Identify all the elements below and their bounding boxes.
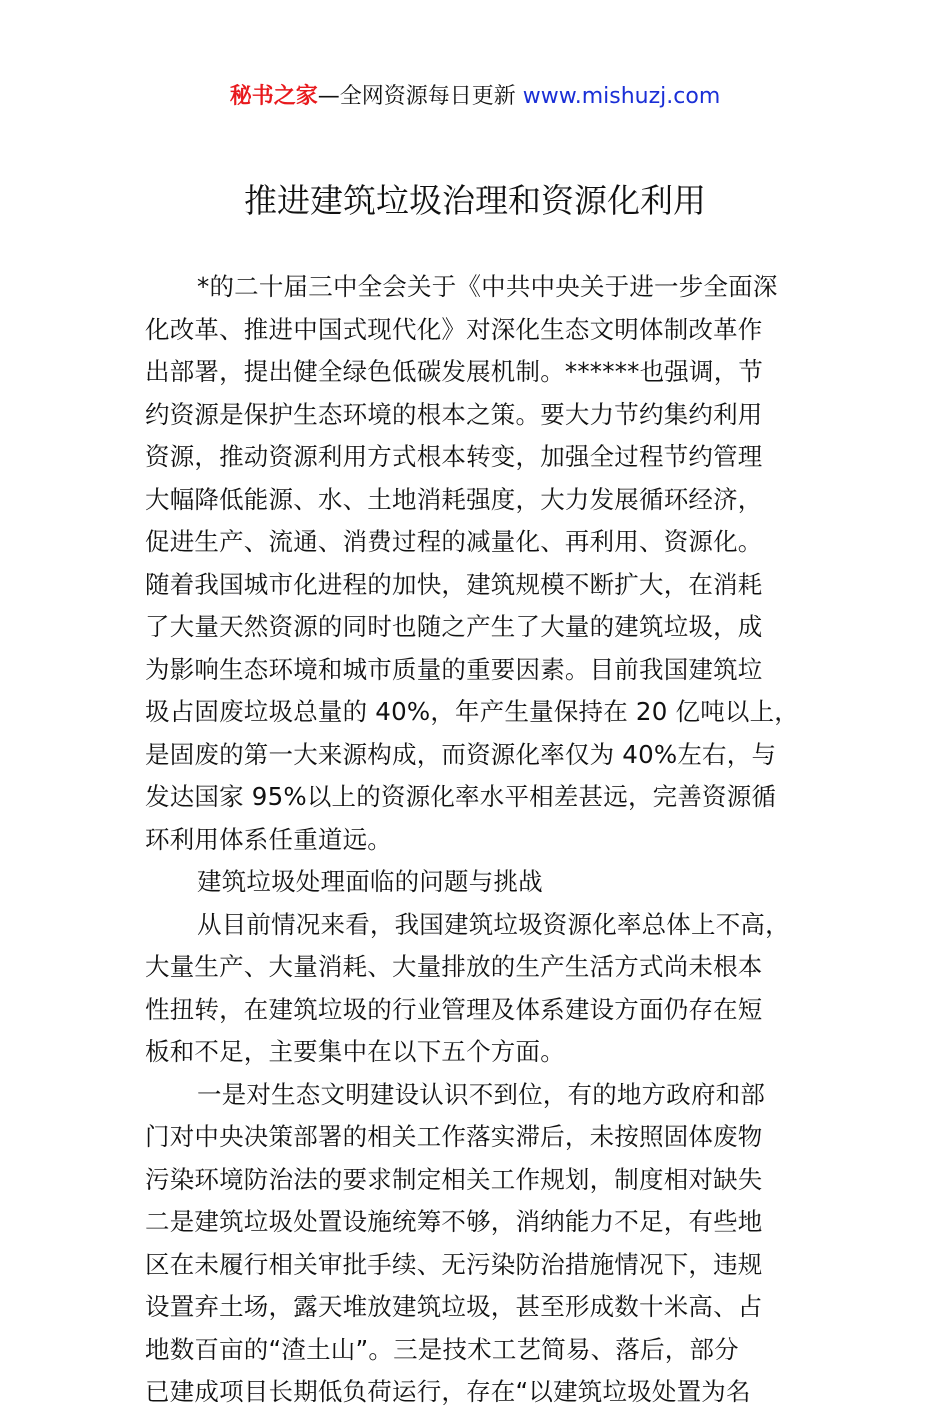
body-line: *的二十届三中全会关于《中共中央关于进一步全面深 [197,272,778,301]
body-line: 一是对生态文明建设认识不到位，有的地方政府和部 [197,1079,766,1109]
body-line: 了大量天然资源的同时也随之产生了大量的建筑垃圾，成 [145,612,763,641]
body-line: 区在未履行相关审批手续、无污染防治措施情况下，违规 [145,1249,763,1279]
body-line: 已建成项目长期低负荷运行，存在“以建筑垃圾处置为名 [145,1377,751,1406]
body-line: 资源，推动资源利用方式根本转变，加强全过程节约管理 [145,442,763,471]
body-line: 圾占固废垃圾总量的 40%，年产生量保持在 20 亿吨以上， [145,697,799,726]
body-line: 化改革、推进中国式现代化》对深化生态文明体制改革作 [145,314,763,344]
body-line: 大幅降低能源、水、土地消耗强度，大力发展循环经济， [145,484,763,514]
body-line: 是固废的第一大来源构成，而资源化率仅为 40%左右，与 [145,739,777,769]
body-line: 大量生产、大量消耗、大量排放的生产生活方式尚未根本 [145,952,763,981]
body-line: 设置弃土场，露天堆放建筑垃圾，甚至形成数十米高、占 [145,1292,763,1321]
site-brand: 秘书之家 [229,84,318,109]
body-line: 环利用体系任重道远。 [145,824,392,854]
document-title: 推进建筑垃圾治理和资源化利用 [244,181,706,220]
body-line: 性扭转，在建筑垃圾的行业管理及体系建设方面仍存在短 [145,994,763,1024]
site-url-link[interactable]: www.mishuzj.com [522,84,721,109]
body-line: 为影响生态环境和城市质量的重要因素。目前我国建筑垃 [145,654,763,684]
body-line: 约资源是保护生态环境的根本之策。要大力节约集约利用 [145,399,763,429]
body-line: 门对中央决策部署的相关工作落实滞后，未按照固体废物 [145,1122,763,1151]
body-line: 发达国家 95%以上的资源化率水平相差甚远，完善资源循 [145,782,777,811]
body-line: 促进生产、流通、消费过程的减量化、再利用、资源化。 [145,527,763,556]
body-line: 二是建筑垃圾处置设施统筹不够，消纳能力不足，有些地 [145,1207,763,1236]
body-line: 板和不足，主要集中在以下五个方面。 [145,1037,565,1066]
site-header [0,80,950,114]
body-line: 污染环境防治法的要求制定相关工作规划，制度相对缺失 [145,1164,763,1194]
section-heading: 建筑垃圾处理面临的问题与挑战 [197,867,543,896]
body-line: 出部署，提出健全绿色低碳发展机制。******也强调，节 [145,357,764,386]
site-tagline: —全网资源每日更新 [317,84,516,109]
body-line: 地数百亩的“渣土山”。三是技术工艺简易、落后，部分 [145,1334,739,1364]
body-line: 随着我国城市化进程的加快，建筑规模不断扩大，在消耗 [145,569,763,599]
document-body [145,266,815,1414]
body-line: 从目前情况来看，我国建筑垃圾资源化率总体上不高， [197,909,790,939]
